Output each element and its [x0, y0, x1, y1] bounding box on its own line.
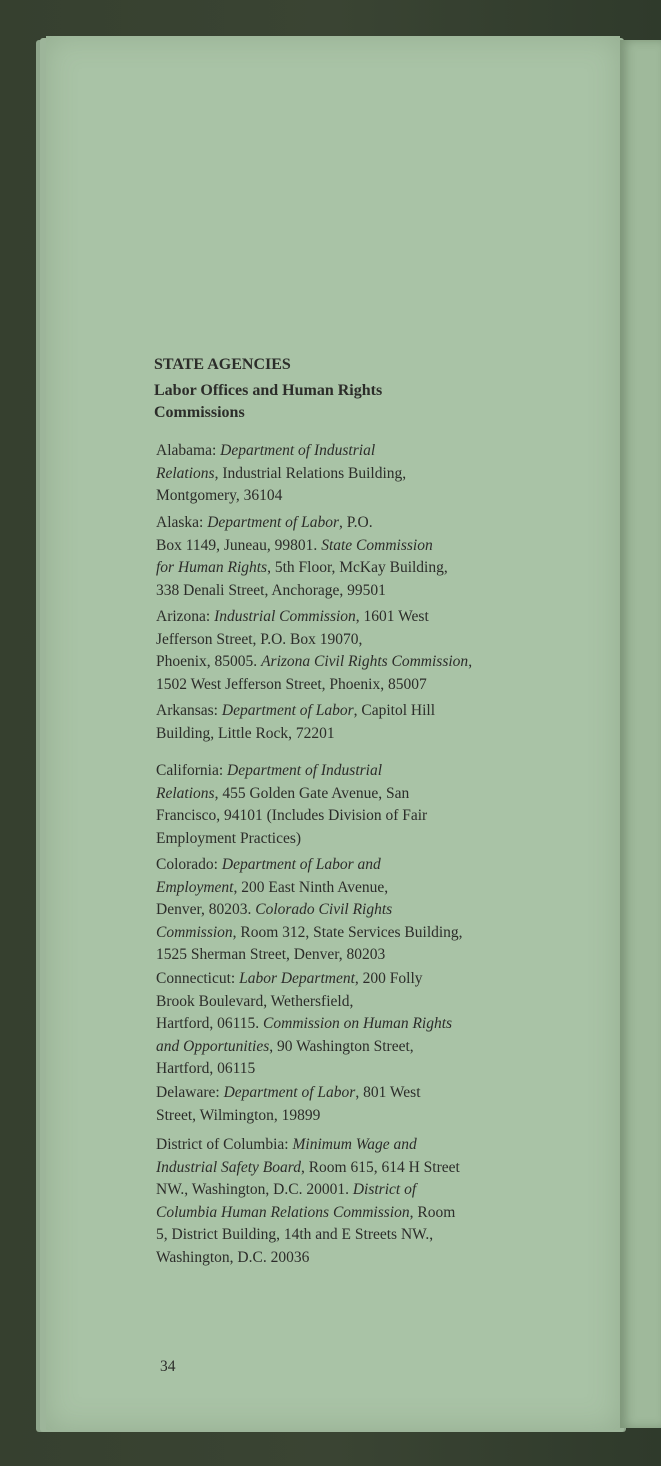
- address-text: 338 Denali Street, Anchorage, 99501: [156, 581, 386, 599]
- agency-name: Commission on Human Rights: [263, 1015, 453, 1033]
- address-text: , Room 615, 614 H Street: [300, 1158, 460, 1176]
- entry-line: [156, 805, 536, 828]
- entry-line: [156, 606, 536, 629]
- agency-name: Relations: [156, 464, 215, 482]
- address-text: NW., Washington, D.C. 20001.: [156, 1181, 353, 1199]
- entry-line: [156, 944, 536, 967]
- address-text: 1502 West Jefferson Street, Phoenix, 85007: [156, 675, 427, 693]
- entry-line: [156, 1058, 536, 1081]
- section-heading: STATE AGENCIES: [154, 356, 291, 373]
- address-text: , 5th Floor, McKay Building,: [267, 559, 448, 577]
- entry-line: [156, 922, 536, 945]
- address-text: Francisco, 94101 (Includes Division of Fair: [156, 807, 428, 825]
- address-text: 1525 Sherman Street, Denver, 80203: [156, 946, 386, 964]
- address-text: Delaware:: [156, 1084, 224, 1101]
- entry-line: [156, 899, 536, 922]
- address-text: Connecticut:: [156, 970, 240, 987]
- entry-line: [156, 783, 536, 806]
- address-text: Colorado:: [156, 856, 222, 873]
- entry-line: [156, 854, 536, 877]
- address-text: Washington, D.C. 20036: [156, 1248, 310, 1266]
- agency-name: Arizona Civil Rights Commission: [261, 653, 469, 671]
- entry-line: [156, 1202, 536, 1225]
- entry-line: [156, 651, 536, 674]
- agency-name: Department of Industrial: [227, 762, 383, 779]
- agency-name: Columbia Human Relations Commission: [156, 1203, 410, 1221]
- agency-name: for Human Rights: [156, 559, 268, 577]
- address-text: Arkansas:: [156, 702, 222, 719]
- agency-name: District of: [352, 1181, 417, 1199]
- address-text: Street, Wilmington, 19899: [156, 1106, 321, 1124]
- agency-name: Commission: [156, 923, 233, 941]
- address-text: Hartford, 06115.: [156, 1015, 264, 1033]
- entry-line: [156, 629, 536, 652]
- address-text: Alaska:: [156, 514, 208, 531]
- agency-name: Minimum Wage and: [292, 1136, 417, 1153]
- agency-name: Department of Labor: [221, 702, 354, 719]
- entry-line: [156, 991, 536, 1014]
- address-text: , Industrial Relations Building,: [214, 464, 407, 482]
- agency-name: Employment: [156, 878, 234, 896]
- address-text: District of Columbia:: [156, 1136, 293, 1153]
- entry-district-of-columbia: [156, 1134, 536, 1270]
- entry-colorado: [156, 854, 536, 967]
- entry-line: [156, 1013, 536, 1036]
- entry-line: [156, 580, 536, 603]
- address-text: , Capitol Hill: [353, 702, 435, 719]
- entry-line: [156, 1134, 536, 1157]
- address-text: California:: [156, 762, 228, 779]
- address-text: Brook Boulevard, Wethersfield,: [156, 992, 354, 1010]
- entry-line: [156, 1157, 536, 1180]
- agency-name: State Commission: [321, 536, 433, 554]
- address-text: Building, Little Rock, 72201: [156, 724, 335, 742]
- entry-line: [156, 1224, 536, 1247]
- entry-connecticut: [156, 968, 536, 1081]
- address-text: Alabama:: [156, 442, 221, 459]
- entry-california: [156, 760, 536, 850]
- address-text: , Room 312, State Services Building,: [232, 923, 463, 941]
- address-text: Denver, 80203.: [156, 901, 256, 919]
- section-subheading: Labor Offices and Human Rights Commissions: [154, 382, 383, 421]
- address-text: Hartford, 06115: [156, 1060, 256, 1078]
- entry-line: [156, 440, 536, 463]
- entry-line: [156, 723, 536, 746]
- agency-name: Department of Industrial: [220, 442, 376, 459]
- entry-alabama: [156, 440, 536, 508]
- entry-line: [156, 1179, 536, 1202]
- agency-name: Department of Labor: [223, 1084, 356, 1101]
- agency-name: Department of Labor: [207, 514, 339, 531]
- entry-line: [156, 1082, 536, 1105]
- address-text: , Room: [409, 1203, 456, 1221]
- entry-line: [156, 877, 536, 900]
- agency-name: and Opportunities: [156, 1037, 270, 1055]
- address-text: , 455 Golden Gate Avenue, San: [214, 784, 410, 802]
- entry-alaska: [156, 512, 536, 602]
- entry-line: [156, 535, 536, 558]
- entry-line: [156, 968, 536, 991]
- agency-name: Relations: [156, 784, 215, 802]
- address-text: , 200 Folly: [354, 970, 423, 987]
- entry-line: [156, 463, 536, 486]
- entry-line: [156, 512, 536, 535]
- agency-name: Department of Labor and: [221, 856, 381, 873]
- address-text: , 200 East Ninth Avenue,: [233, 878, 389, 896]
- address-text: Jefferson Street, P.O. Box 19070,: [156, 630, 363, 648]
- address-text: , P.O.: [338, 514, 373, 531]
- entry-arizona: [156, 606, 536, 696]
- address-text: Phoenix, 85005.: [156, 653, 262, 671]
- address-text: , 801 West: [355, 1084, 421, 1101]
- address-text: Arizona:: [156, 608, 215, 625]
- entry-line: [156, 828, 536, 851]
- entry-delaware: [156, 1082, 536, 1127]
- entry-line: [156, 674, 536, 697]
- address-text: , 90 Washington Street,: [269, 1037, 414, 1055]
- entry-arkansas: [156, 700, 536, 745]
- address-text: Montgomery, 36104: [156, 487, 283, 505]
- entry-line: [156, 557, 536, 580]
- address-text: Box 1149, Juneau, 99801.: [156, 536, 322, 554]
- entry-line: [156, 485, 536, 508]
- entry-line: [156, 1105, 536, 1128]
- page-number: 34: [160, 1358, 176, 1375]
- agency-name: Industrial Safety Board: [156, 1158, 301, 1176]
- facing-page-edge: [620, 40, 661, 1428]
- address-text: 5, District Building, 14th and E Streets NW.,: [156, 1226, 434, 1244]
- entry-line: [156, 1247, 536, 1270]
- entry-line: [156, 1036, 536, 1059]
- address-text: , 1601 West: [355, 608, 429, 625]
- address-text: ,: [468, 653, 473, 671]
- agency-name: Industrial Commission: [214, 608, 356, 625]
- entry-line: [156, 760, 536, 783]
- entry-line: [156, 700, 536, 723]
- agency-name: Labor Department: [239, 970, 355, 987]
- address-text: Employment Practices): [156, 829, 302, 847]
- agency-name: Colorado Civil Rights: [255, 901, 393, 919]
